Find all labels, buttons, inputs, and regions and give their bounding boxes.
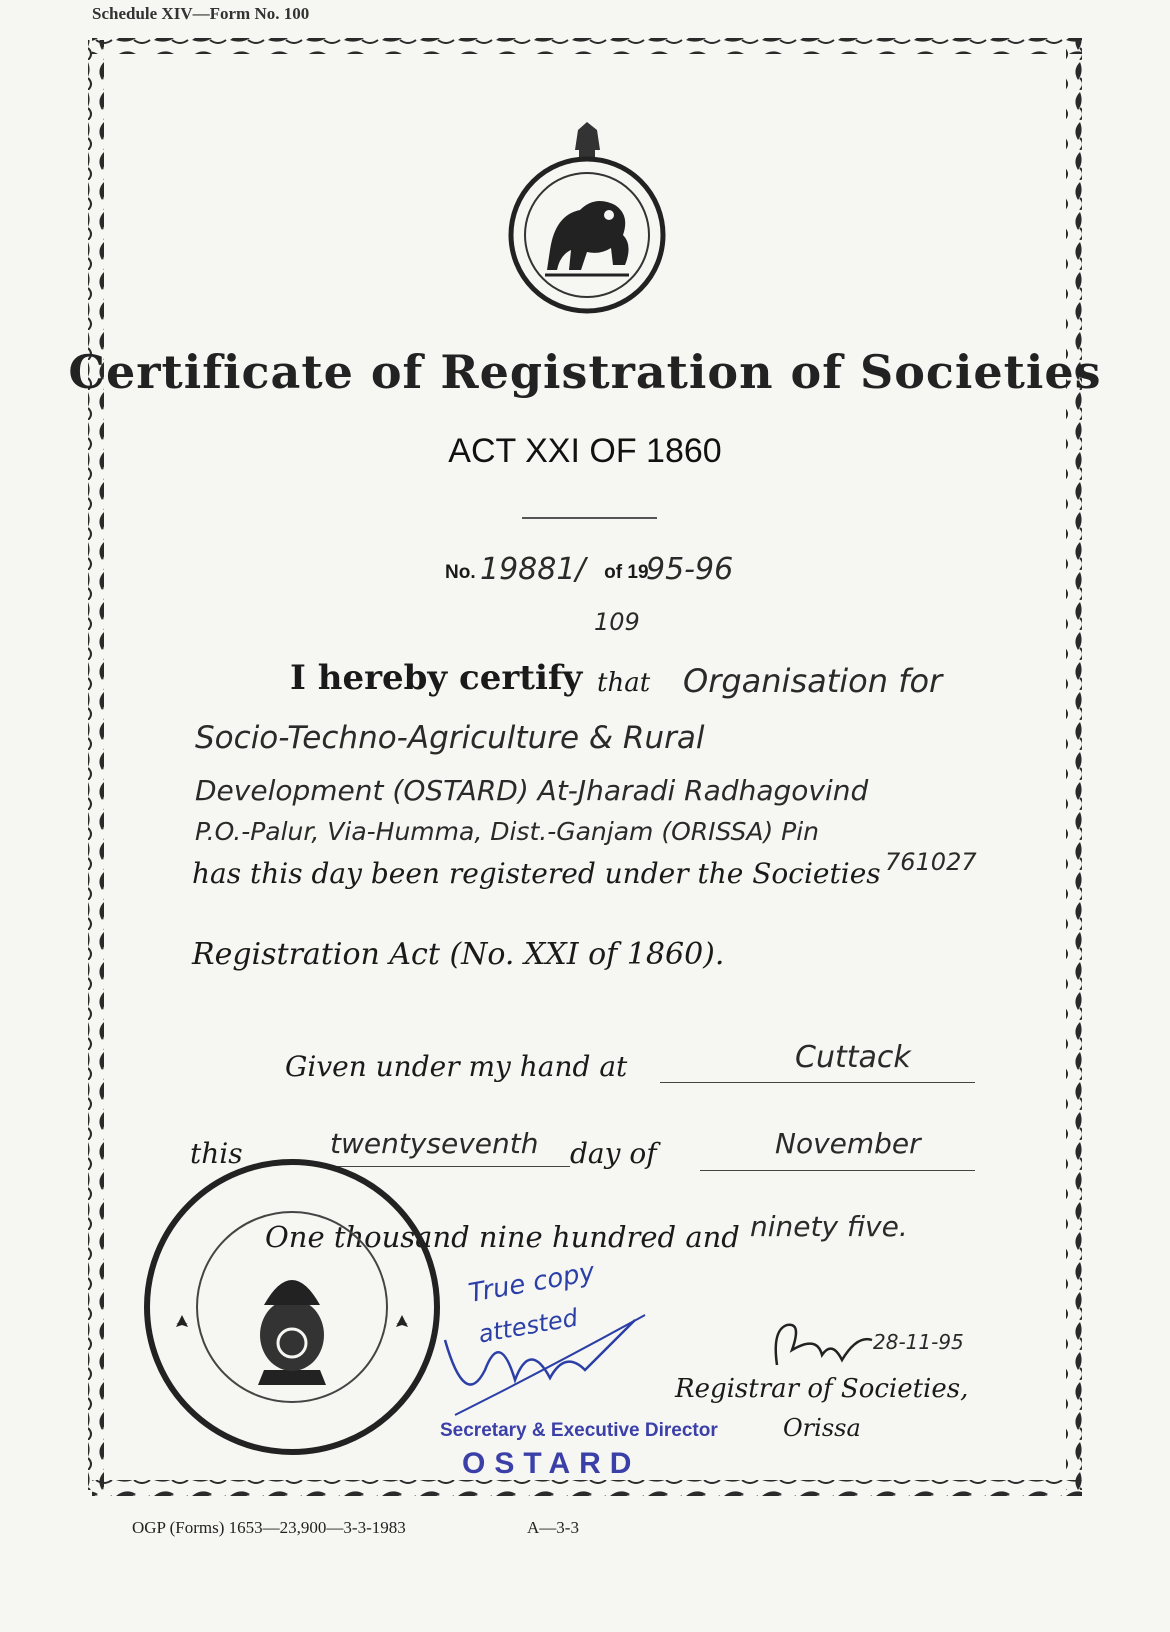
attestation-signature [425,1300,655,1425]
day-of-label: day of [570,1137,657,1170]
title-divider [522,517,657,519]
organisation-name-line-1: Organisation for [683,662,943,700]
schedule-form-number: Schedule XIV—Form No. 100 [92,4,310,23]
certify-heading: I hereby certify [290,658,583,698]
this-label: this [190,1137,243,1170]
registrar-title: Registrar of Societies, [675,1374,969,1404]
number-prefix: No. [445,562,476,583]
signature-date: 28-11-95 [873,1330,964,1354]
true-copy-note: True copy [466,1257,598,1309]
place-underline [660,1082,975,1083]
year-prefix-label: One thousand nine hundred and [265,1220,740,1254]
certify-that: that [597,668,651,698]
organisation-name-line-3: Development (OSTARD) At-Jharadi Radhagovind [195,774,869,807]
given-label: Given under my hand at [285,1050,628,1083]
footer-print-code: OGP (Forms) 1653—23,900—3-3-1983 [132,1518,406,1537]
attesting-organisation: OSTARD [462,1447,641,1480]
border-top [92,38,1082,54]
organisation-address: P.O.-Palur, Via-Humma, Dist.-Ganjam (ORISSA) Pin [195,817,820,846]
registration-act-reference: Registration Act (No. XXI of 1860). [192,937,725,972]
border-left [88,40,104,1490]
registration-subnumber: 109 [594,608,640,636]
registration-year: 95-96 [646,552,734,587]
place-of-issue: Cuttack [795,1040,911,1075]
certificate-title: Certificate of Registration of Societies [68,345,1102,399]
act-heading: ACT XXI OF 1860 [448,432,722,470]
registration-statement: has this day been registered under the Societies [192,857,881,890]
issue-day: twentyseventh [330,1127,539,1160]
number-of-label: of 19 [604,562,649,583]
issue-year-words: ninety five. [750,1210,908,1243]
registrar-state: Orissa [783,1414,861,1442]
registrar-signature [762,1310,882,1380]
registrar-round-stamp [140,1155,445,1460]
attesting-officer-title: Secretary & Executive Director [440,1420,718,1441]
border-right [1066,40,1082,1490]
border-bottom [92,1480,1082,1496]
registration-number: 19881/ [480,552,586,587]
issue-month: November [775,1127,921,1160]
state-emblem-seal [505,120,670,315]
organisation-name-line-2: Socio-Techno-Agriculture & Rural [195,720,705,756]
pin-code: 761027 [885,848,977,876]
month-underline [700,1170,975,1171]
footer-form-code: A—3-3 [527,1518,579,1537]
attested-note: attested [476,1303,580,1349]
